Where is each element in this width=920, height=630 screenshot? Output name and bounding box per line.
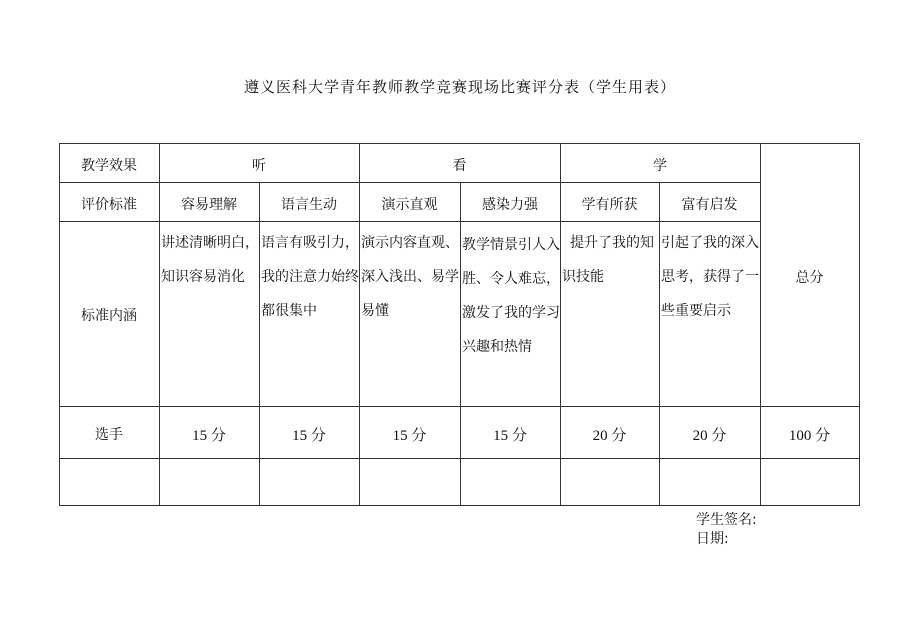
criteria-cell: 学有所获 [581, 197, 638, 213]
meaning-cell: 提升了我的知识技能 [562, 235, 654, 285]
table-line-row1 [59, 182, 761, 183]
meaning-cell: 引起了我的深入思考，获得了一些重要启示 [661, 235, 759, 319]
group-header-learn: 学 [653, 158, 667, 174]
group-header-see: 看 [452, 158, 467, 174]
criteria-cell: 容易理解 [181, 197, 237, 213]
meaning-cell: 演示内容直观、深入浅出、易学易懂 [361, 235, 459, 319]
group-header-listen: 听 [252, 158, 266, 174]
table-border-right [859, 143, 860, 506]
date-label: 日期: [696, 531, 729, 547]
table-col-line-6 [659, 182, 660, 506]
row-header-criteria: 评价标准 [81, 197, 137, 213]
score-cell-total: 100 分 [788, 428, 831, 444]
table-border-top [59, 143, 860, 144]
signature-label: 学生签名: [696, 512, 757, 528]
meaning-cell: 教学情景引人入胜、令人难忘，激发了我的学习兴趣和热情 [462, 237, 560, 355]
meaning-cell: 讲述清晰明白，知识容易消化 [161, 235, 259, 285]
criteria-cell: 富有启发 [681, 197, 738, 213]
score-cell: 20 分 [692, 428, 727, 444]
score-cell: 15 分 [292, 428, 326, 444]
criteria-cell: 语言生动 [281, 197, 337, 213]
criteria-cell: 感染力强 [482, 197, 538, 213]
page-title: 遵义医科大学青年教师教学竞赛现场比赛评分表（学生用表） [243, 78, 676, 96]
blank-score-row[interactable] [60, 459, 859, 505]
criteria-cell: 演示直观 [381, 197, 438, 213]
table-line-row2 [59, 221, 761, 222]
score-cell: 20 分 [592, 428, 627, 444]
score-cell: 15 分 [392, 428, 427, 444]
row-header-effect: 教学效果 [81, 158, 137, 174]
meaning-cell: 语言有吸引力，我的注意力始终都很集中 [261, 235, 359, 319]
row-header-meaning: 标准内涵 [81, 308, 137, 324]
table-col-line-7 [760, 143, 761, 506]
score-cell: 15 分 [192, 428, 226, 444]
score-cell: 15 分 [493, 428, 527, 444]
table-col-line-4 [460, 182, 461, 506]
total-header: 总分 [795, 270, 824, 286]
row-header-contestant: 选手 [95, 427, 123, 443]
